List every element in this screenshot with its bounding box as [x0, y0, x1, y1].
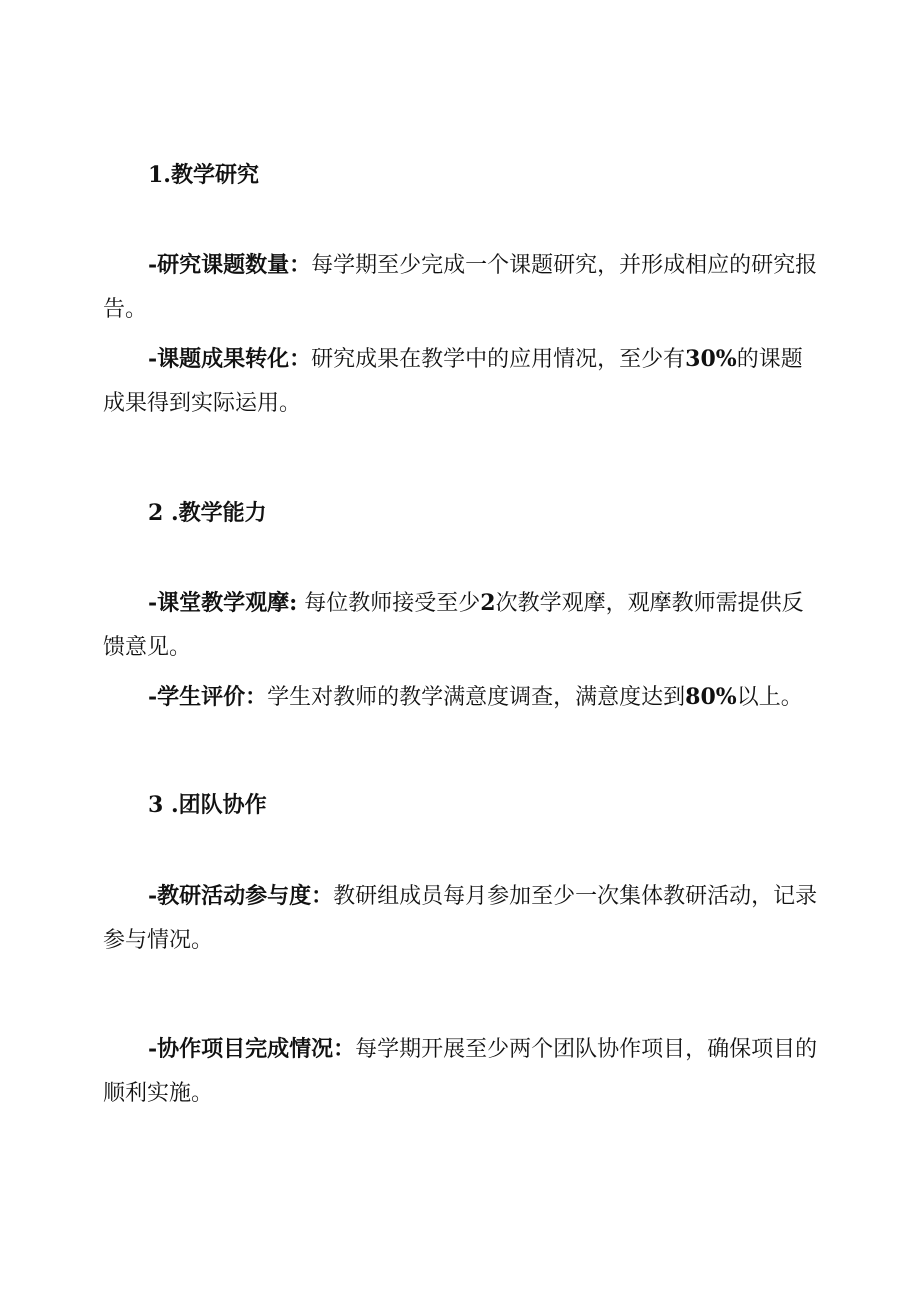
item-text: 的课题成果得到实际运用。 — [103, 347, 803, 416]
item-value: 2 — [480, 590, 496, 616]
list-item — [103, 874, 823, 963]
item-text: 教研组成员每月参加至少一次集体教研活动，记录参与情况。 — [103, 884, 818, 953]
item-term: -课题成果转化： — [148, 346, 312, 372]
list-item — [103, 337, 823, 426]
item-text: 研究成果在教学中的应用情况，至少有 — [311, 347, 686, 372]
list-item — [103, 675, 823, 720]
section-heading: 1.教学研究 — [148, 162, 259, 188]
section-heading: 3 .团队协作 — [148, 792, 267, 818]
list-item — [103, 1027, 823, 1116]
item-term: -研究课题数量： — [148, 252, 312, 278]
item-text: 每学期至少完成一个课题研究，并形成相应的研究报告。 — [103, 253, 818, 322]
list-item — [103, 243, 823, 332]
list-item — [103, 581, 823, 670]
section-heading: 2 .教学能力 — [148, 500, 267, 526]
item-text: 以上。 — [736, 685, 803, 710]
item-term: -教研活动参与度： — [148, 883, 334, 909]
item-text: 学生对教师的教学满意度调查，满意度达到 — [267, 685, 686, 710]
item-term: -学生评价： — [148, 684, 268, 710]
item-term: -协作项目完成情况： — [148, 1036, 356, 1062]
item-term: -课堂教学观摩: — [148, 590, 298, 616]
item-text: 每学期开展至少两个团队协作项目，确保项目的顺利实施。 — [103, 1037, 818, 1106]
item-value: 80% — [685, 684, 737, 710]
item-value: 30% — [685, 346, 737, 372]
item-text: 次教学观摩，观摩教师需提供反馈意见。 — [103, 591, 804, 660]
item-text: 每位教师接受至少 — [297, 591, 481, 616]
